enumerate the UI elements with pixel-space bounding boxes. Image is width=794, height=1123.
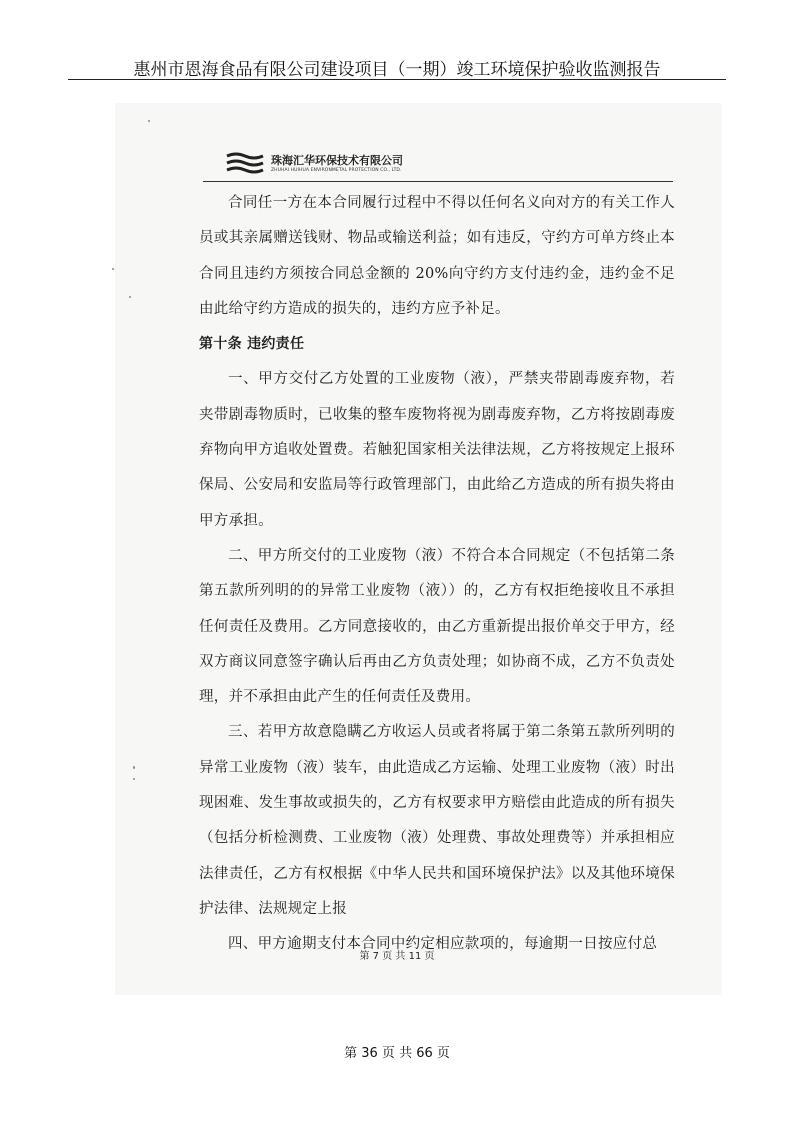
letterhead-divider: [203, 181, 673, 182]
contract-page-number: 第 7 页 共 11 页: [359, 951, 435, 962]
company-name-cn: 珠海汇华环保技术有限公司: [271, 154, 403, 167]
report-header-title: 惠州市恩海食品有限公司建设项目（一期）竣工环境保护验收监测报告: [133, 60, 661, 80]
clause-item-2: 二、甲方所交付的工业废物（液）不符合本合同规定（不包括第二条第五款所列明的的异常工业废物（液））的，乙方有权拒绝接收且不承担任何责任及费用。乙方同意接收的，由乙方重新提出报价单交于甲方，经双方商议同意签字确认后再由乙方负责处理；如协商不成，乙方不负责处理，并不承担由此产生的任何责任及费用。: [199, 547, 675, 706]
clause-item-1: 一、甲方交付乙方处置的工业废物（液），严禁夹带剧毒废弃物，若夹带剧毒物质时，已收集的整车废物将视为剧毒废弃物，乙方将按剧毒废弃物向甲方追收处置费。若触犯国家相关法律法规，乙方将按规定上报环保局、公安局和安监局等行政管理部门，由此给乙方造成的所有损失将由甲方承担。: [199, 371, 675, 529]
scan-speck: [133, 778, 135, 780]
scan-speck: [129, 296, 131, 298]
clause-title: 第十条 违约责任: [199, 336, 305, 353]
scan-speck: [112, 268, 114, 270]
header-divider: [68, 79, 726, 80]
company-name-en: ZHUHAI HUIHUA ENVIRONMETAL PROTECTION CO., LTD.: [271, 168, 402, 173]
letterhead-text: [271, 154, 403, 174]
clause-item-4: 四、甲方逾期支付本合同中约定相应款项的，每逾期一日按应付总: [228, 936, 658, 953]
clause-item-3: 三、若甲方故意隐瞒乙方收运人员或者将属于第二条第五款所列明的异常工业废物（液）装车，由此造成乙方运输、处理工业废物（液）时出现困难、发生事故或损失的，乙方有权要求甲方赔偿由此造成的所有损失（包括分析检测费、工业废物（液）处理费、事故处理费等）并承担相应法律责任，乙方有权根据《中华人民共和国环境保护法》以及其他环境保护法律、法规规定上报: [199, 724, 675, 917]
company-logo-icon: [225, 152, 265, 176]
contract-body: [199, 186, 675, 963]
letterhead: [225, 152, 403, 176]
scan-speck: [148, 120, 150, 122]
intro-paragraph: 合同任一方在本合同履行过程中不得以任何名义向对方的有关工作人员或其亲属赠送钱财、物品或输送利益；如有违反，守约方可单方终止本合同且违约方须按合同总金额的 20%向守约方支付违约金，违约金不足由此给守约方造成的损失的，违约方应予补足。: [199, 195, 675, 317]
scan-speck: [133, 766, 135, 769]
report-page-number: 第 36 页 共 66 页: [344, 1046, 450, 1061]
